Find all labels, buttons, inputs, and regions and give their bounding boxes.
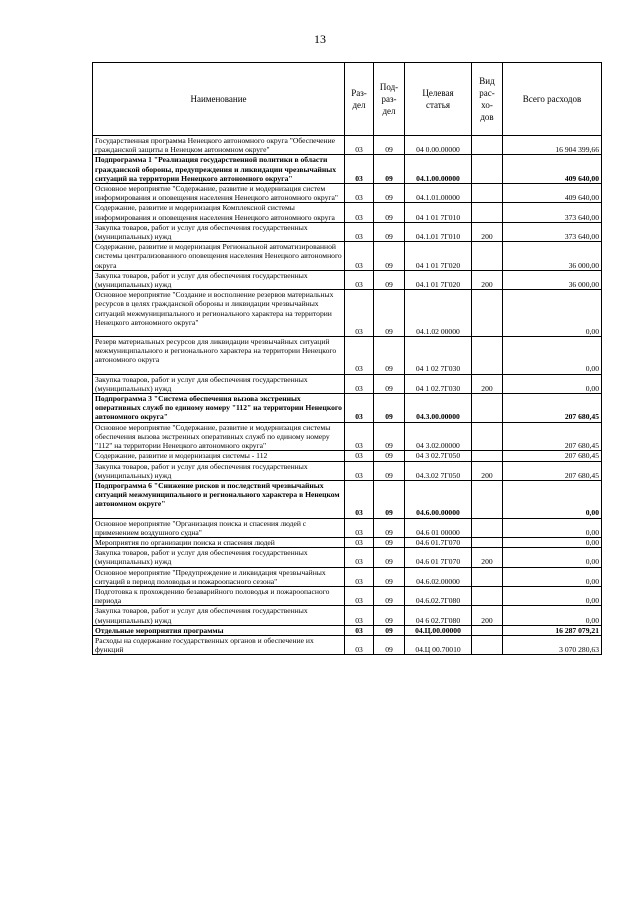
cell-razdel: 03 (345, 394, 374, 423)
cell-total: 36 000,00 (503, 270, 602, 289)
table-row (93, 461, 602, 480)
cell-name: Содержание, развитие и модернизация системы - 112 (93, 451, 345, 461)
cell-podrazdel: 09 (374, 374, 405, 393)
table-row (93, 242, 602, 271)
cell-target-code: 04 3.02.00000 (405, 422, 472, 451)
table-row (93, 155, 602, 184)
cell-name: Государственная программа Ненецкого автономного округа "Обеспечение гражданской защиты в Ненецком автономном округе" (93, 136, 345, 155)
cell-target-code: 04 3 02.7Г050 (405, 451, 472, 461)
table-row (93, 451, 602, 461)
cell-total: 0,00 (503, 337, 602, 375)
cell-podrazdel: 09 (374, 394, 405, 423)
cell-podrazdel: 09 (374, 606, 405, 625)
table-row (93, 567, 602, 586)
cell-total: 0,00 (503, 290, 602, 337)
cell-razdel: 03 (345, 461, 374, 480)
cell-total: 16 287 079,21 (503, 625, 602, 635)
cell-podrazdel: 09 (374, 242, 405, 271)
cell-target-code: 04.Ц 00.70010 (405, 635, 472, 654)
cell-total: 0,00 (503, 567, 602, 586)
cell-total: 3 070 280,63 (503, 635, 602, 654)
cell-vid (472, 422, 503, 451)
cell-target-code: 04.6.02.00000 (405, 567, 472, 586)
cell-name: Отдельные мероприятия программы (93, 625, 345, 635)
cell-total: 36 000,00 (503, 242, 602, 271)
cell-name: Подпрограмма 3 "Система обеспечения вызова экстренных оперативных служб по единому номеру "112" на территории Ненецкого автономного округа" (93, 394, 345, 423)
cell-podrazdel: 09 (374, 270, 405, 289)
cell-target-code: 04.6 01.7Г070 (405, 537, 472, 547)
table-row (93, 374, 602, 393)
cell-podrazdel: 09 (374, 290, 405, 337)
cell-razdel: 03 (345, 290, 374, 337)
header-razdel: Раз- дел (345, 63, 374, 136)
cell-razdel: 03 (345, 480, 374, 518)
cell-podrazdel: 09 (374, 451, 405, 461)
table-row (93, 625, 602, 635)
table-row (93, 518, 602, 537)
cell-name: Закупка товаров, работ и услуг для обеспечения государственных (муниципальных) нужд (93, 222, 345, 241)
cell-total: 0,00 (503, 537, 602, 547)
cell-vid (472, 451, 503, 461)
cell-target-code: 04.3.00.00000 (405, 394, 472, 423)
cell-target-code: 04.3.02 7Г050 (405, 461, 472, 480)
cell-target-code: 04.1.01 7Г010 (405, 222, 472, 241)
cell-razdel: 03 (345, 374, 374, 393)
cell-name: Основное мероприятие "Содержание, развитие и модернизация системы обеспечения вызова экстренных оперативных служб по единому номеру "112" на территории Ненецкого автономного округа" (93, 422, 345, 451)
table-row (93, 422, 602, 451)
table-row (93, 606, 602, 625)
cell-total: 409 640,00 (503, 184, 602, 203)
cell-total: 0,00 (503, 374, 602, 393)
cell-podrazdel: 09 (374, 461, 405, 480)
cell-name: Резерв материальных ресурсов для ликвидации чрезвычайных ситуаций межмуниципального и регионального характера на территории Ненецкого автономного округа (93, 337, 345, 375)
cell-name: Основное мероприятие "Предупреждение и ликвидация чрезвычайных ситуаций в период половодья и пожароопасного сезона" (93, 567, 345, 586)
cell-total: 373 640,00 (503, 222, 602, 241)
cell-target-code: 04 1 01 7Г020 (405, 242, 472, 271)
cell-total: 207 680,45 (503, 394, 602, 423)
cell-razdel: 03 (345, 422, 374, 451)
cell-razdel: 03 (345, 184, 374, 203)
header-target: Целевая статья (405, 63, 472, 136)
cell-vid (472, 567, 503, 586)
cell-name: Основное мероприятие "Создание и восполнение резервов материальных ресурсов в целях гражданской обороны и ликвидации чрезвычайных ситуаций межмуниципального и регионального характера на территории Ненецкого автономного округа" (93, 290, 345, 337)
cell-vid (472, 586, 503, 605)
cell-podrazdel: 09 (374, 136, 405, 155)
cell-razdel: 03 (345, 537, 374, 547)
cell-razdel: 03 (345, 203, 374, 222)
cell-podrazdel: 09 (374, 537, 405, 547)
cell-podrazdel: 09 (374, 518, 405, 537)
cell-vid (472, 290, 503, 337)
table-row (93, 203, 602, 222)
cell-vid: 200 (472, 606, 503, 625)
cell-target-code: 04.1.00.00000 (405, 155, 472, 184)
cell-razdel: 03 (345, 451, 374, 461)
cell-podrazdel: 09 (374, 635, 405, 654)
cell-vid: 200 (472, 548, 503, 567)
cell-podrazdel: 09 (374, 184, 405, 203)
cell-name: Содержание, развитие и модернизация Комплексной системы информирования и оповещения населения Ненецкого автономного округа (93, 203, 345, 222)
cell-target-code: 04 6 02.7Г080 (405, 606, 472, 625)
cell-name: Основное мероприятие "Организация поиска и спасения людей с применением воздушного судна" (93, 518, 345, 537)
cell-vid (472, 625, 503, 635)
cell-target-code: 04.1.02 00000 (405, 290, 472, 337)
cell-name: Подпрограмма 6 "Снижение рисков и последствий чрезвычайных ситуаций межмуниципального и регионального характера в Ненецком автономном округе" (93, 480, 345, 518)
cell-vid: 200 (472, 270, 503, 289)
cell-total: 409 640,00 (503, 155, 602, 184)
cell-vid (472, 136, 503, 155)
cell-name: Закупка товаров, работ и услуг для обеспечения государственных (муниципальных) нужд (93, 461, 345, 480)
cell-razdel: 03 (345, 548, 374, 567)
table-row (93, 394, 602, 423)
cell-target-code: 04 1 01 7Г010 (405, 203, 472, 222)
cell-vid (472, 155, 503, 184)
cell-name: Закупка товаров, работ и услуг для обеспечения государственных (муниципальных) нужд (93, 548, 345, 567)
cell-total: 0,00 (503, 548, 602, 567)
cell-name: Содержание, развитие и модернизация Региональной автоматизированной системы централизованного оповещения населения Ненецкого автономного округа (93, 242, 345, 271)
cell-target-code: 04.6 01 7Г070 (405, 548, 472, 567)
cell-name: Закупка товаров, работ и услуг для обеспечения государственных (муниципальных) нужд (93, 606, 345, 625)
cell-razdel: 03 (345, 155, 374, 184)
cell-vid (472, 242, 503, 271)
header-vid: Вид рас- хо- дов (472, 63, 503, 136)
cell-vid (472, 518, 503, 537)
cell-podrazdel: 09 (374, 155, 405, 184)
cell-total: 207 680,45 (503, 461, 602, 480)
cell-razdel: 03 (345, 635, 374, 654)
cell-total: 0,00 (503, 518, 602, 537)
cell-target-code: 04.6.02.7Г080 (405, 586, 472, 605)
cell-podrazdel: 09 (374, 567, 405, 586)
cell-vid: 200 (472, 374, 503, 393)
cell-razdel: 03 (345, 222, 374, 241)
cell-target-code: 04.6.00.00000 (405, 480, 472, 518)
cell-podrazdel: 09 (374, 337, 405, 375)
budget-table (92, 62, 602, 655)
cell-podrazdel: 09 (374, 586, 405, 605)
table-header-row (93, 63, 602, 136)
cell-razdel: 03 (345, 625, 374, 635)
cell-name: Подготовка к прохождению безаварийного половодья и пожароопасного периода (93, 586, 345, 605)
table-row (93, 537, 602, 547)
cell-target-code: 04.6 01 00000 (405, 518, 472, 537)
cell-total: 207 680,45 (503, 451, 602, 461)
cell-name: Расходы на содержание государственных органов и обеспечение их функций (93, 635, 345, 654)
cell-total: 0,00 (503, 586, 602, 605)
cell-razdel: 03 (345, 567, 374, 586)
table-row (93, 184, 602, 203)
cell-vid (472, 480, 503, 518)
cell-vid: 200 (472, 222, 503, 241)
cell-razdel: 03 (345, 270, 374, 289)
cell-vid (472, 635, 503, 654)
cell-vid (472, 537, 503, 547)
cell-name: Основное мероприятие "Содержание, развитие и модернизация систем информирования и оповещения населения Ненецкого автономного округа" (93, 184, 345, 203)
cell-razdel: 03 (345, 518, 374, 537)
cell-razdel: 03 (345, 337, 374, 375)
cell-podrazdel: 09 (374, 422, 405, 451)
table-row (93, 270, 602, 289)
cell-podrazdel: 09 (374, 625, 405, 635)
table-row (93, 136, 602, 155)
cell-name: Подпрограмма 1 "Реализация государственной политики в области гражданской обороны, предупреждения и ликвидации чрезвычайных ситуаций на территории Ненецкого автономного округа" (93, 155, 345, 184)
table-row (93, 337, 602, 375)
cell-razdel: 03 (345, 242, 374, 271)
cell-vid (472, 184, 503, 203)
table-row (93, 290, 602, 337)
header-total: Всего расходов (503, 63, 602, 136)
table-body (93, 136, 602, 655)
table-row (93, 480, 602, 518)
cell-total: 0,00 (503, 480, 602, 518)
cell-razdel: 03 (345, 136, 374, 155)
cell-name: Мероприятия по организации поиска и спасения людей (93, 537, 345, 547)
cell-target-code: 04.1 01 7Г020 (405, 270, 472, 289)
cell-vid (472, 203, 503, 222)
cell-target-code: 04 1 02.7Г030 (405, 374, 472, 393)
cell-podrazdel: 09 (374, 222, 405, 241)
cell-podrazdel: 09 (374, 480, 405, 518)
cell-target-code: 04.1.01.00000 (405, 184, 472, 203)
cell-total: 16 904 399,66 (503, 136, 602, 155)
cell-vid: 200 (472, 461, 503, 480)
cell-target-code: 04.Ц.00.00000 (405, 625, 472, 635)
cell-target-code: 04 1 02 7Г030 (405, 337, 472, 375)
cell-podrazdel: 09 (374, 203, 405, 222)
cell-total: 373 640,00 (503, 203, 602, 222)
cell-razdel: 03 (345, 606, 374, 625)
page-number: 13 (314, 32, 326, 46)
cell-razdel: 03 (345, 586, 374, 605)
cell-name: Закупка товаров, работ и услуг для обеспечения государственных (муниципальных) нужд (93, 270, 345, 289)
table-row (93, 635, 602, 654)
table-row (93, 586, 602, 605)
header-podrazdel: Под- раз- дел (374, 63, 405, 136)
cell-vid (472, 394, 503, 423)
cell-total: 207 680,45 (503, 422, 602, 451)
header-name: Наименование (93, 63, 345, 136)
cell-vid (472, 337, 503, 375)
table-row (93, 548, 602, 567)
table-row (93, 222, 602, 241)
cell-target-code: 04 0.00.00000 (405, 136, 472, 155)
cell-podrazdel: 09 (374, 548, 405, 567)
cell-name: Закупка товаров, работ и услуг для обеспечения государственных (муниципальных) нужд (93, 374, 345, 393)
cell-total: 0,00 (503, 606, 602, 625)
